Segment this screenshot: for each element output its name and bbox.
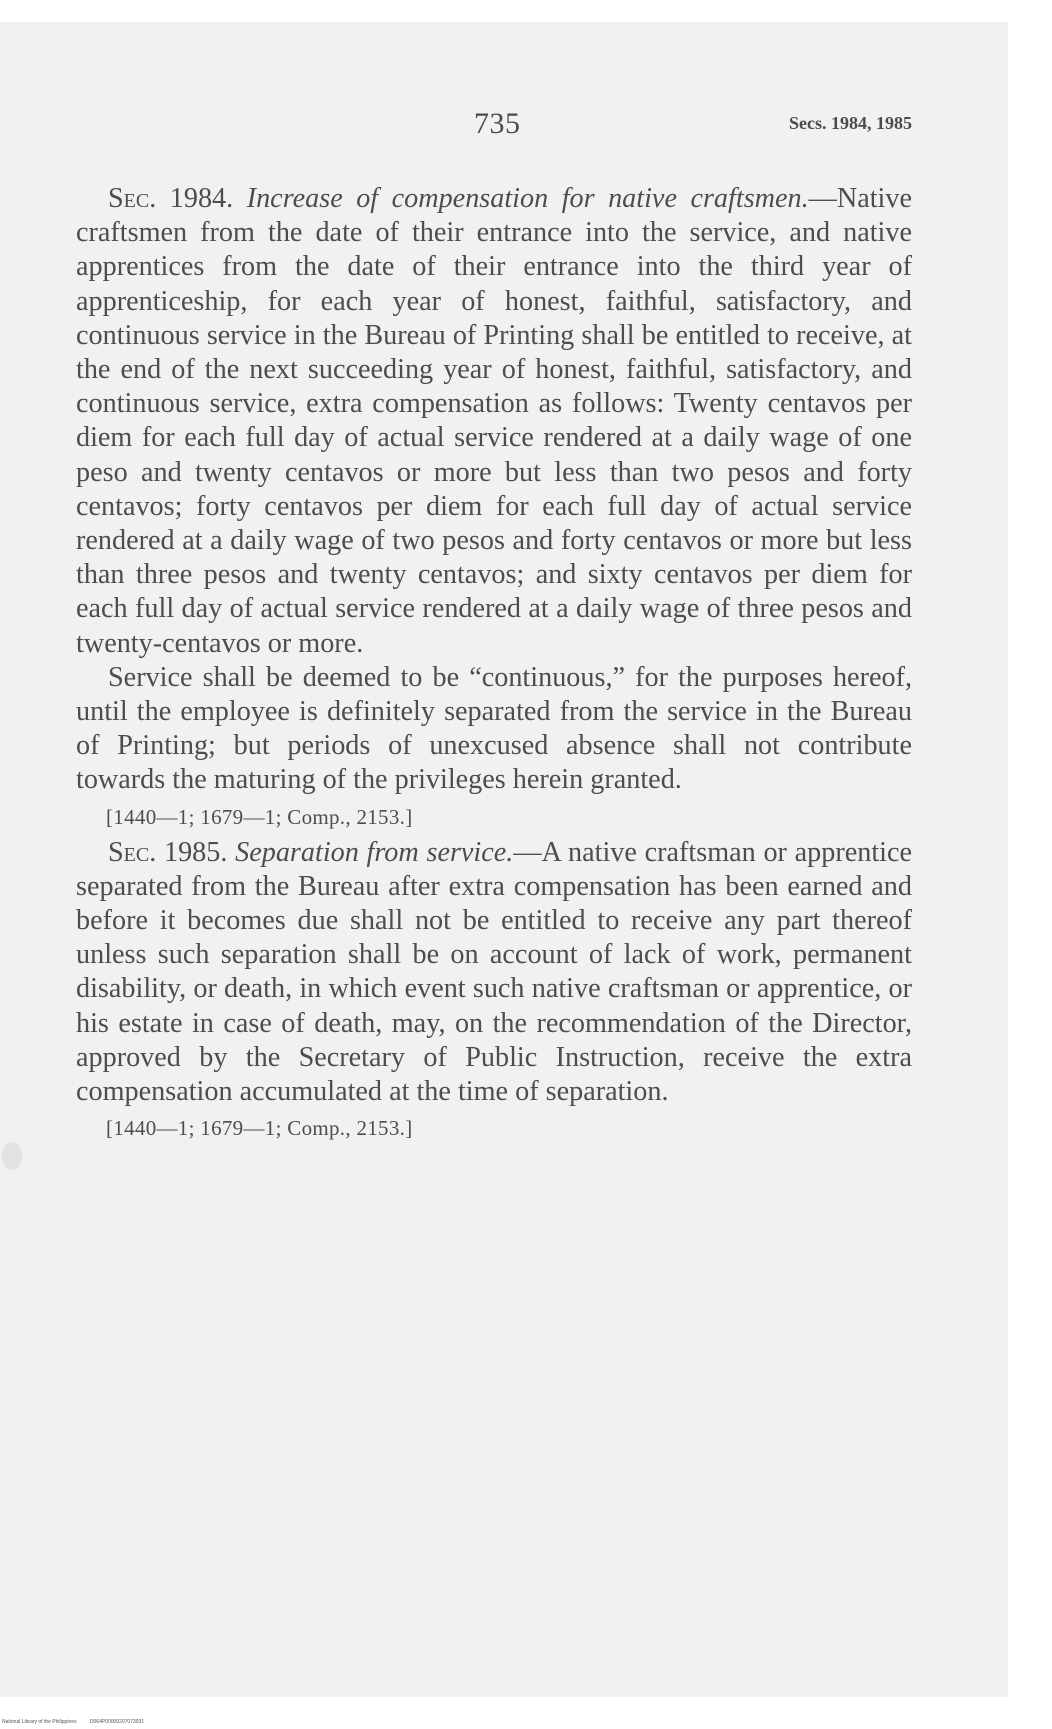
page-number: 735 — [474, 107, 521, 140]
scan-code: D064P00009207073931 — [89, 1719, 145, 1725]
section-text: —A native craftsman or apprentice separated from the Bureau after extra compensation has been earned and before it becomes due shall not be entitled to receive any part thereof unless such separation shall be on account of lack of work, permanent disability, or death, in which event such native craftsman or apprentice, or his estate in case of death, may, on the recommendation of the Director, approved by the Secretary of Public Instruction, receive the extra compensation accumulated at the time of separation. — [76, 836, 913, 1108]
section-1985-paragraph-1 — [76, 836, 912, 1110]
section-1984-citation: [1440—1; 1679—1; Comp., 2153.] — [106, 804, 413, 829]
scanned-page — [0, 22, 1008, 1697]
section-1985-citation: [1440—1; 1679—1; Comp., 2153.] — [106, 1116, 413, 1141]
library-credit: National Library of the Philippines — [2, 1719, 77, 1725]
section-1984-paragraph-1 — [76, 182, 912, 661]
scan-smudge — [2, 1142, 22, 1170]
scan-footer — [2, 1719, 156, 1725]
section-label: Sec. 1984. — [108, 183, 234, 214]
section-reference: Secs. 1984, 1985 — [789, 113, 912, 133]
section-text: —Native craftsmen from the date of their entrance into the service, and native apprentices from the date of their entrance into the third year of apprenticeship, for each year of honest, faithful, satisfactory, and continuous service in the Bureau of Printing shall be entitled to receive, at the end of the next succeeding year of honest, faithful, satisfactory, and continuous service, extra compensation as follows: Twenty centavos per diem for each full day of actual service rendered at a daily wage of one peso and twenty centavos or more but less than two pesos and forty centavos; forty centavos per diem for each full day of actual service rendered at a daily wage of two pesos and forty centavos or more but less than three pesos and twenty centavos; and sixty centavos per diem for each full day of actual service rendered at a daily wage of three pesos and twenty-centavos or more. — [76, 183, 912, 659]
section-title: Increase of compensation for native craftsmen. — [246, 183, 809, 214]
section-label: Sec. 1985. — [108, 836, 228, 868]
section-title: Separation from service. — [235, 836, 514, 868]
body-text — [76, 182, 912, 1147]
section-1984-paragraph-2: Service shall be deemed to be “continuous,” for the purposes hereof, until the employee is definitely separated from the service in the Bureau of Printing; but periods of unexcused absence shall not contribute towards the maturing of the privileges herein granted. — [76, 661, 912, 796]
running-head — [76, 107, 912, 147]
